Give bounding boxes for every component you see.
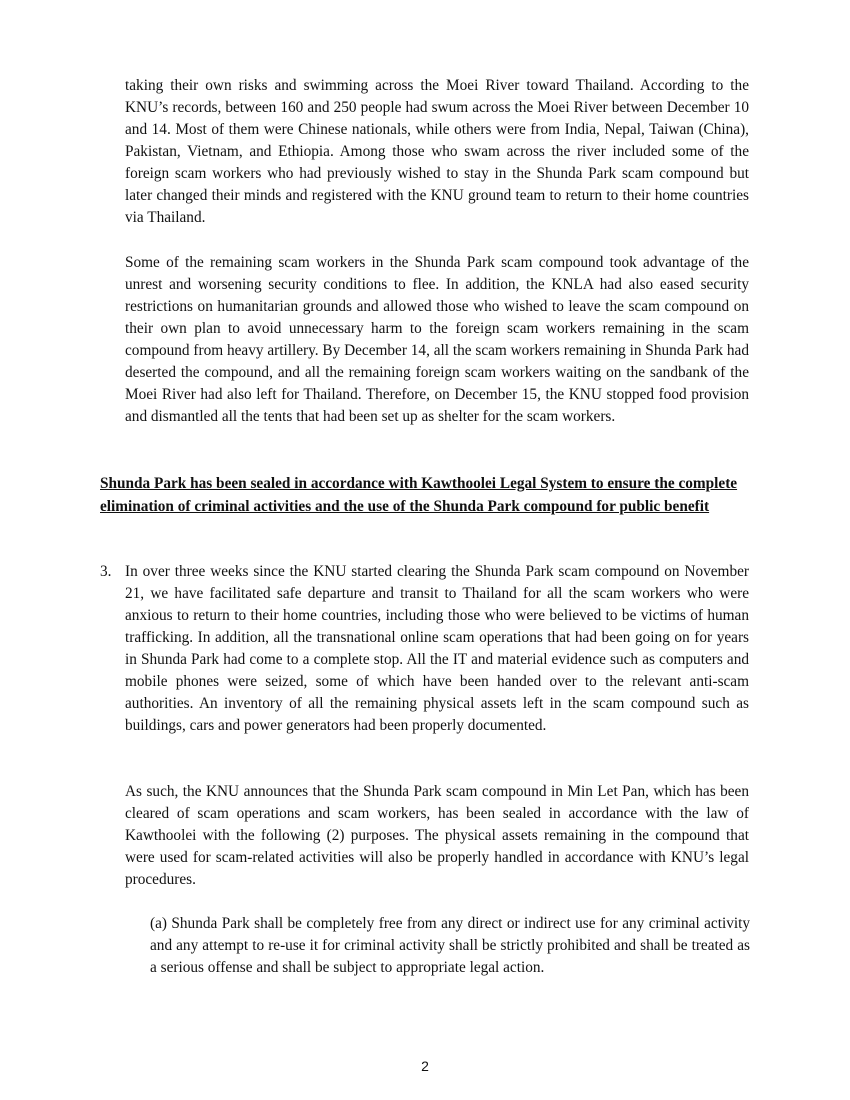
paragraph-purpose-a: (a) Shunda Park shall be completely free from any direct or indirect use for any criminal activity and any attempt to re-use it for criminal activity shall be strictly prohibited and shall be treated as a serious offense and shall be subject to appropriate legal action. (150, 915, 750, 976)
paragraph-announcement: As such, the KNU announces that the Shunda Park scam compound in Min Let Pan, which has been cleared of scam operations and scam workers, has been sealed in accordance with the law of Kawthoolei with the following (2) purposes. The physical assets remaining in the compound that were used for scam-related activities will also be properly handled in accordance with KNU’s legal procedures. (125, 783, 749, 888)
page-number: 2 (421, 1058, 429, 1074)
section-heading: Shunda Park has been sealed in accordance with Kawthoolei Legal System to ensure the complete elimination of criminal activities and the use of the Shunda Park compound for public benefit (100, 475, 738, 515)
paragraph-swimmers: taking their own risks and swimming across the Moei River toward Thailand. According to the KNU’s records, between 160 and 250 people had swum across the Moei River between December 10 and 14. Most of them were Chinese nationals, while others were from India, Nepal, Taiwan (China), Pakistan, Vietnam, and Ethiopia. Among those who swam across the river included some of the foreign scam workers who had previously wished to stay in the Shunda Park scam compound but later changed their minds and registered with the KNU ground team to return to their home countries via Thailand. (125, 77, 749, 226)
paragraph-clearing: In over three weeks since the KNU started clearing the Shunda Park scam compound on November 21, we have facilitated safe departure and transit to Thailand for all the scam workers who were anxious to return to their home countries, including those who were believed to be victims of human trafficking. In addition, all the transnational online scam operations that had been going on for years in Shunda Park had come to a complete stop. All the IT and material evidence such as computers and mobile phones were seized, some of which have been handed over to the relevant anti-scam authorities. An inventory of all the remaining physical assets left in the scam compound such as buildings, cars and power generators had been properly documented. (125, 563, 749, 734)
paragraph-remaining-workers: Some of the remaining scam workers in the Shunda Park scam compound took advantage of the unrest and worsening security conditions to flee. In addition, the KNLA had also eased security restrictions on humanitarian grounds and allowed those who wished to leave the scam compound on their own plan to avoid unnecessary harm to the foreign scam workers remaining in the scam compound from heavy artillery. By December 14, all the scam workers remaining in Shunda Park had deserted the compound, and all the remaining foreign scam workers waiting on the sandbank of the Moei River had also left for Thailand. Therefore, on December 15, the KNU stopped food provision and dismantled all the tents that had been set up as shelter for the scam workers. (125, 254, 749, 425)
item-number-3: 3. (100, 563, 112, 580)
